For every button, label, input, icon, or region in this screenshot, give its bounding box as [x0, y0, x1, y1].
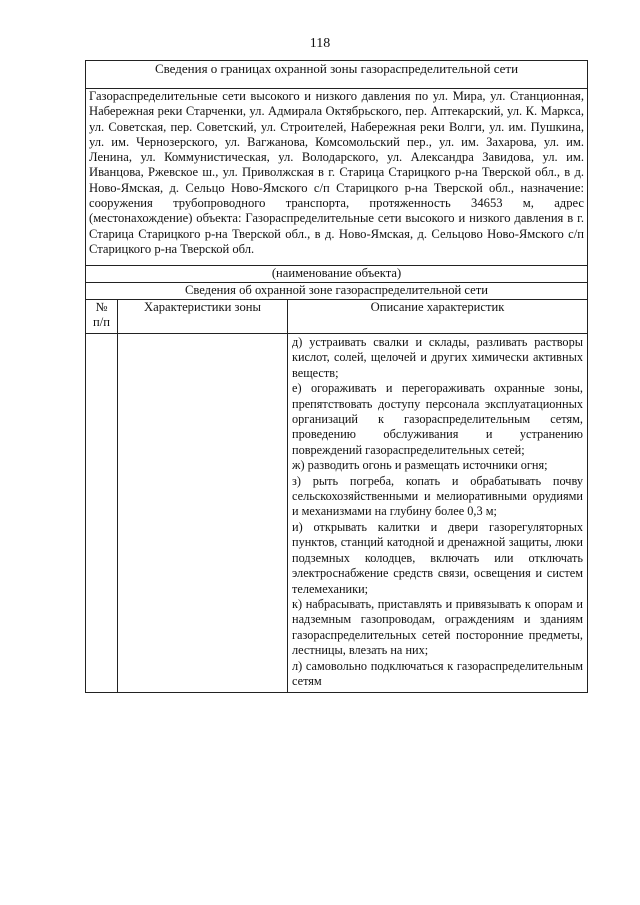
column-header-description: Описание характеристик — [288, 300, 588, 334]
row-description-cell — [288, 334, 588, 693]
column-header-row — [86, 300, 588, 334]
column-header-characteristics: Характеристики зоны — [118, 300, 288, 334]
list-item: ж) разводить огонь и размещать источники огня; — [292, 458, 548, 473]
object-caption: (наименование объекта) — [86, 266, 588, 283]
table-row — [86, 334, 588, 693]
object-caption-row — [86, 266, 588, 283]
list-item: з) рыть погреба, копать и обрабатывать почву сельскохозяйственными и мелиоративными орудиями и механизмами на глубину более 0,3 м; — [292, 473, 583, 519]
row-characteristics-cell — [118, 334, 288, 693]
list-item: е) огораживать и перегораживать охранные зоны, препятствовать доступу персонала эксплуатационных организаций к газораспределительным сетям, проведению обслуживания и устранению повреждений газораспределительных сетей; — [292, 381, 583, 457]
list-item: к) набрасывать, приставлять и привязывать к опорам и надземным газопроводам, ограждениям и зданиям газораспределительных сетей посторонние предметы, лестницы, влезать на них; — [292, 596, 583, 658]
object-description-row — [86, 89, 588, 266]
list-item: и) открывать калитки и двери газорегуляторных пунктов, станций катодной и дренажной защиты, люки подземных колодцев, включать или отключать электроснабжение средств связи, освещения и систем телемеханики; — [292, 519, 583, 596]
column-header-number: № п/п — [86, 300, 118, 334]
list-item: д) устраивать свалки и склады, разливать растворы кислот, солей, щелочей и других химически активных веществ; — [292, 335, 583, 380]
row-number-cell — [86, 334, 118, 693]
section-title-row — [86, 283, 588, 300]
page-number: 118 — [309, 36, 331, 51]
table-title-row — [86, 61, 588, 89]
object-description: Газораспределительные сети высокого и низкого давления по ул. Мира, ул. Станционная, Набережная реки Старченки, ул. Адмирала Октябрьского, пер. Аптекарский, ул. К. Маркса, ул. Советская, пер. Советский, ул. Строителей, Набережная реки Волги, ул. им. Пушкина, ул. им. Чернозерского, ул. Вагжанова, Комсомольский пер., ул. им. Захарова, ул. им. Ленина, ул. Коммунистическая, ул. Володарского, ул. Александра Завидова, ул. им. Иванцова, Ржевское ш., ул. Приволжская в г. Старица Старицкого р-на Тверской обл., в д. Ново-Ямская, д. Сельцо Ново-Ямского с/п Старицкого р-на Тверской обл., назначение: сооружения трубопроводного транспорта, протяженность 34653 м, адрес (местонахождение) объекта: Газораспределительные сети высокого и низкого давления в г. Старица Старицкого р-на Тверской обл., в д. Ново-Ямская, д. Сельцово Ново-Ямского с/п Старицкого р-на Тверской обл. — [86, 89, 588, 266]
section-title: Сведения об охранной зоне газораспределительной сети — [86, 283, 588, 300]
list-item: л) самовольно подключаться к газораспределительным сетям — [292, 658, 583, 688]
table-title: Сведения о границах охранной зоны газораспределительной сети — [86, 61, 588, 89]
boundary-info-table — [85, 60, 588, 693]
